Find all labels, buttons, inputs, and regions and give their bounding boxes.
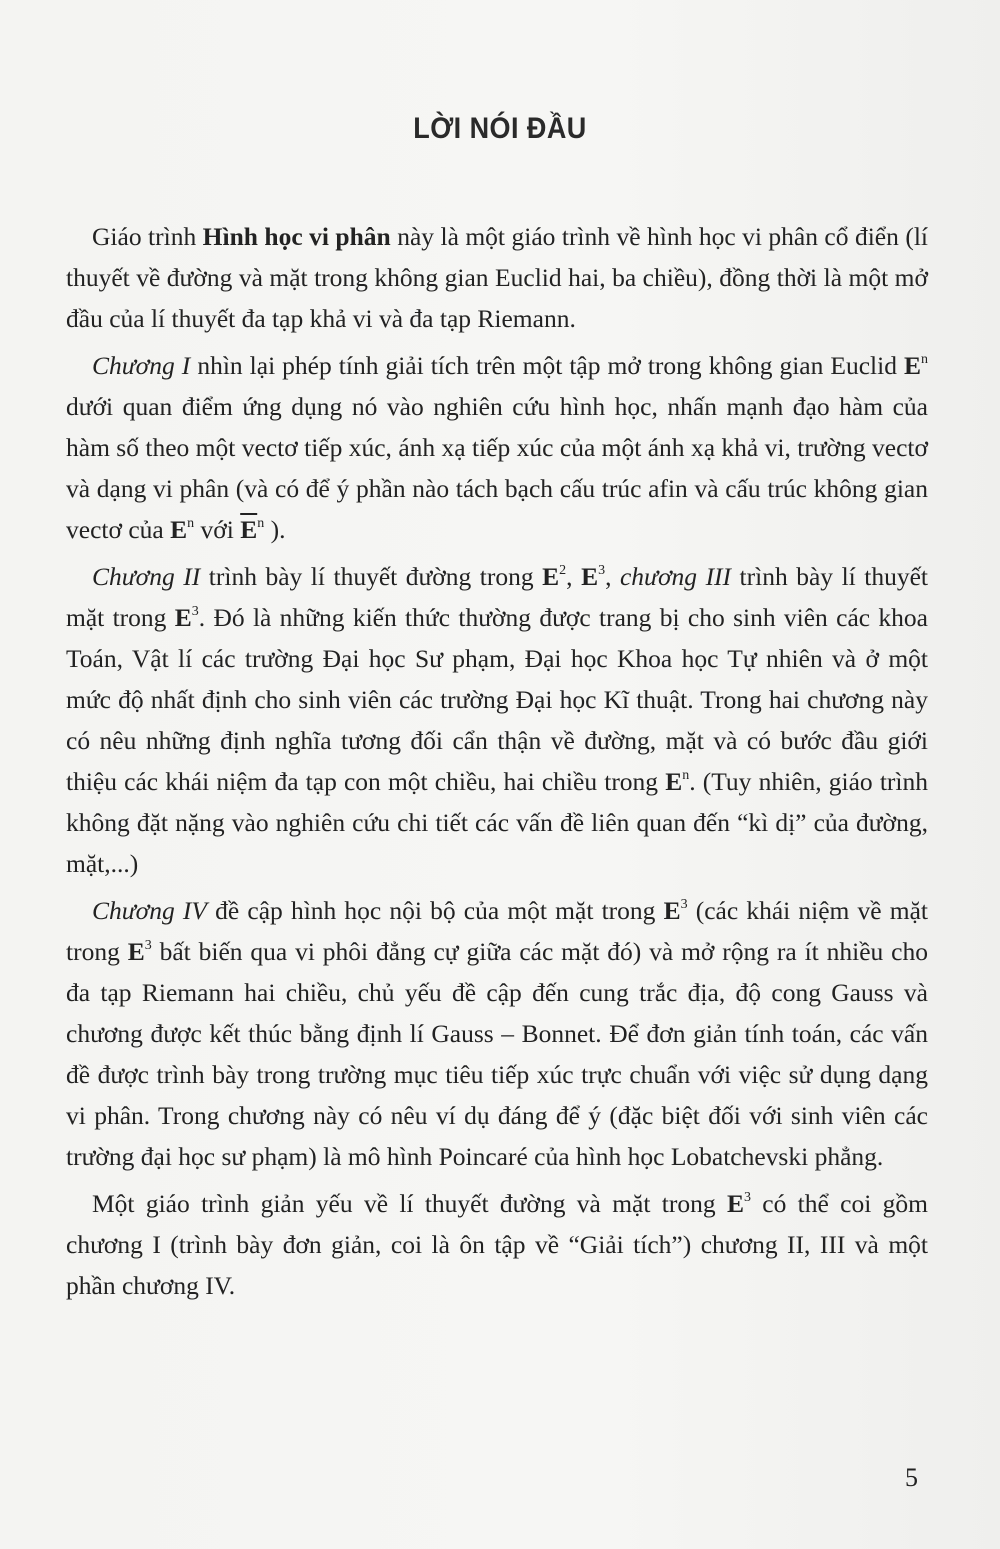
text-run: E (127, 937, 145, 966)
superscript: 3 (144, 938, 152, 953)
page-number: 5 (905, 1463, 918, 1492)
text-run: dưới quan điểm ứng dụng nó vào nghiên cứu hình học, nhấn mạnh đạo hàm của hàm số theo một vectơ tiếp xúc, ánh xạ tiếp xúc của một ánh xạ khả vi, trường vectơ và dạng vi phân (và có để ý phần nào tách bạch cấu trúc afin và cấu trúc không gian vectơ của (66, 392, 928, 544)
paragraph (66, 1183, 928, 1306)
text-run: E (903, 351, 921, 380)
text-run: Hình học vi phân (202, 222, 391, 251)
text-run: E (174, 603, 192, 632)
text-run: bất biến qua vi phôi đẳng cự giữa các mặt đó) và mở rộng ra ít nhiều cho đa tạp Riemann hai chiều, chủ yếu đề cập đến cung trắc địa, độ cong Gauss và chương được kết thúc bằng định lí Gauss – Bonnet. Để đơn giản tính toán, các vấn đề được trình bày trong trường mục tiêu tiếp xúc trực chuẩn với việc sử dụng dạng vi phân. Trong chương này có nêu ví dụ đáng để ý (đặc biệt đối với sinh viên các trường đại học sư phạm) là mô hình Poincaré của hình học Lobatchevski phẳng. (66, 937, 928, 1171)
preface-body (66, 216, 928, 1312)
text-run: với (194, 515, 241, 544)
superscript: n (682, 768, 690, 783)
text-run: (các khái niệm về mặt trong (66, 896, 929, 966)
text-run: . Đó là những kiến thức thường được trang bị cho sinh viên các khoa Toán, Vật lí các trường Đại học Sư phạm, Đại học Khoa học Tự nhiên và ở một mức độ nhất định cho sinh viên các trường Đại học Kĩ thuật. Trong hai chương này có nêu những định nghĩa tương đối cẩn thận về đường, mặt và có bước đầu giới thiệu các khái niệm đa tạp con một chiều, hai chiều trong (66, 603, 928, 796)
superscript: n (257, 516, 265, 531)
text-run: nhìn lại phép tính giải tích trên một tập mở trong không gian Euclid (190, 351, 904, 380)
text-run: , (605, 562, 620, 591)
text-run: E (170, 515, 188, 544)
text-run: E (726, 1189, 744, 1218)
text-run: . (Tuy nhiên, giáo trình không đặt nặng vào nghiên cứu chi tiết các vấn đề liên quan đến “kì dị” của đường, mặt,...) (66, 767, 928, 878)
superscript: 3 (743, 1190, 751, 1205)
text-run: Một giáo trình giản yếu về lí thuyết đường và mặt trong (92, 1189, 727, 1218)
text-run: E (581, 562, 599, 591)
superscript: 3 (191, 604, 199, 619)
text-run: đề cập hình học nội bộ của một mặt trong (207, 896, 664, 925)
text-run: , (566, 562, 582, 591)
text-run: Chương IV (92, 896, 208, 925)
text-run: chương III (619, 562, 732, 591)
text-run: trình bày lí thuyết đường trong (200, 562, 543, 591)
paragraph (66, 216, 928, 339)
page-title: LỜI NÓI ĐẦU (413, 112, 587, 145)
text-run: $\overline{E}$ (240, 515, 258, 544)
text-run: Chương II (92, 562, 201, 591)
superscript: 3 (680, 897, 688, 912)
superscript: n (920, 352, 928, 367)
text-run: ). (264, 515, 286, 544)
superscript: 3 (598, 563, 606, 578)
paragraph (66, 556, 928, 884)
paragraph (66, 345, 928, 550)
text-run: có thể coi gồm chương I (trình bày đơn giản, coi là ôn tập về “Giải tích”) chương II, III và một phần chương IV. (66, 1189, 928, 1300)
text-run: trình bày lí thuyết mặt trong (66, 562, 928, 632)
text-run: E (663, 896, 681, 925)
superscript: 2 (559, 563, 567, 578)
superscript: n (187, 516, 195, 531)
text-run: E (542, 562, 560, 591)
text-run: này là một giáo trình về hình học vi phân cổ điển (lí thuyết về đường và mặt trong không gian Euclid hai, ba chiều), đồng thời là một mở đầu của lí thuyết đa tạp khả vi và đa tạp Riemann. (66, 222, 928, 333)
text-run: E (665, 767, 683, 796)
paragraph (66, 890, 928, 1177)
text-run: Giáo trình (92, 222, 203, 251)
text-run: Chương I (92, 351, 191, 380)
